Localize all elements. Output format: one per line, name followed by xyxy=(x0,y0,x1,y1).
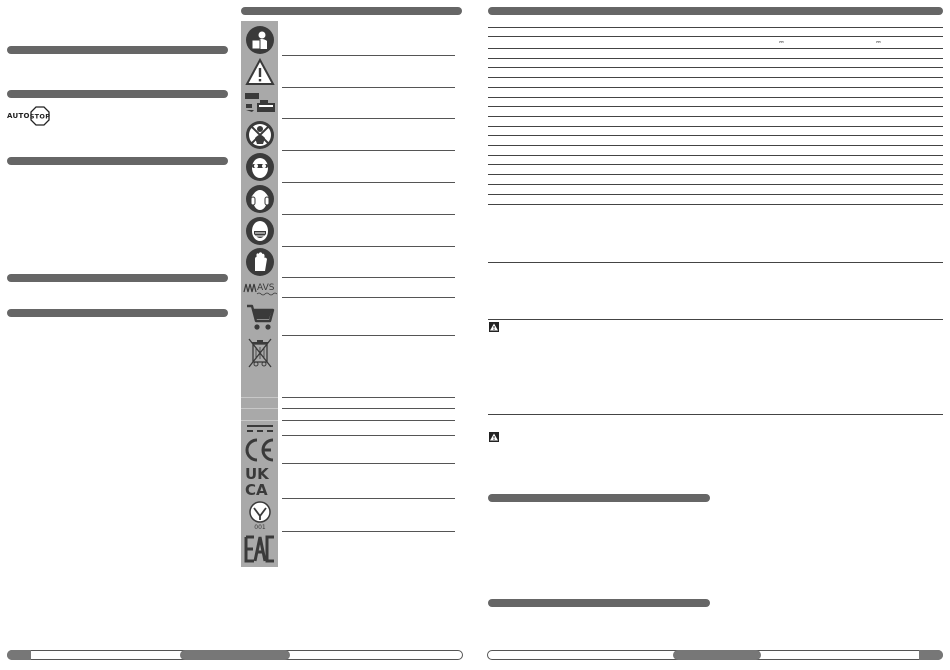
ce-mark-icon xyxy=(241,436,278,463)
symbol-divider xyxy=(282,87,455,88)
eye-protection-icon xyxy=(241,151,278,182)
table-rule xyxy=(488,36,943,37)
eac-mark-icon xyxy=(241,532,278,566)
weee-bin-icon xyxy=(241,336,278,372)
table-rule xyxy=(488,184,943,185)
symbol-divider xyxy=(282,246,455,247)
symbols-header-bar xyxy=(241,7,462,15)
footer-language-tab xyxy=(673,650,761,660)
table-rule xyxy=(488,155,943,156)
accessories-cart-icon xyxy=(241,298,278,335)
warning-icon xyxy=(241,56,278,87)
symbol-divider xyxy=(282,55,455,56)
table-rule xyxy=(488,27,943,28)
footer-page-tab xyxy=(919,650,943,660)
symbol-divider xyxy=(282,118,455,119)
symbol-divider xyxy=(282,277,455,278)
tech-data-header-bar xyxy=(488,7,943,15)
ukraine-mark-number: 001 xyxy=(253,524,266,530)
table-rule xyxy=(488,204,943,205)
right-section-bar-2 xyxy=(488,599,710,607)
dust-mask-icon xyxy=(241,215,278,246)
symbol-divider xyxy=(282,463,455,464)
left-page-footer xyxy=(7,650,463,660)
stop-octagon-icon xyxy=(30,106,50,126)
ukraine-mark-icon xyxy=(241,499,278,531)
footer-page-tab xyxy=(7,650,31,660)
icon-column-divider xyxy=(241,408,278,409)
table-rule xyxy=(488,116,943,117)
symbol-divider xyxy=(282,214,455,215)
table-rule xyxy=(488,87,943,88)
ukca-mark-icon xyxy=(241,464,278,498)
autostop-logo: AUTO STOP xyxy=(7,106,50,126)
symbol-divider xyxy=(282,182,455,183)
symbol-divider xyxy=(282,498,455,499)
left-section-bar-4 xyxy=(7,274,228,282)
dc-symbol-icon xyxy=(241,421,278,435)
table-rule xyxy=(488,97,943,98)
symbol-divider xyxy=(282,435,455,436)
symbol-divider xyxy=(282,408,455,409)
table-rule xyxy=(488,67,943,68)
autostop-stop-text: STOP xyxy=(29,112,50,121)
symbol-divider xyxy=(282,397,455,398)
table-rule xyxy=(488,414,943,415)
table-rule xyxy=(488,106,943,107)
right-section-bar-1 xyxy=(488,494,710,502)
left-section-bar-3 xyxy=(7,157,228,165)
table-rule xyxy=(488,319,943,320)
ear-protection-icon xyxy=(241,183,278,214)
left-section-bar-1 xyxy=(7,46,228,54)
symbol-divider xyxy=(282,420,455,421)
right-page-footer xyxy=(487,650,943,660)
avs-icon xyxy=(241,278,278,297)
keep-hands-away-icon xyxy=(241,119,278,150)
table-rule xyxy=(488,174,943,175)
table-rule xyxy=(488,145,943,146)
icon-column-divider xyxy=(241,397,278,398)
gloves-icon xyxy=(241,247,278,277)
table-rule xyxy=(488,194,943,195)
dc-mark-col-2: ⎓ xyxy=(876,39,881,46)
avs-text: AVS xyxy=(256,282,274,293)
svg-text:CA: CA xyxy=(244,481,268,497)
table-rule xyxy=(488,58,943,59)
table-rule xyxy=(488,48,943,49)
symbol-divider xyxy=(282,335,455,336)
left-section-bar-5 xyxy=(7,309,228,317)
warning-icon xyxy=(489,432,499,442)
table-rule xyxy=(488,164,943,165)
read-instructions-icon xyxy=(241,24,278,55)
dc-mark-col-1: ⎓ xyxy=(779,39,784,46)
disconnect-battery-icon xyxy=(241,88,278,118)
symbol-divider xyxy=(282,150,455,151)
svg-text:UK: UK xyxy=(244,465,269,483)
warning-icon xyxy=(489,322,499,332)
table-rule xyxy=(488,126,943,127)
table-rule xyxy=(488,262,943,263)
left-section-bar-2 xyxy=(7,90,228,98)
symbol-divider xyxy=(282,297,455,298)
symbol-divider xyxy=(282,531,455,532)
table-rule xyxy=(488,135,943,136)
footer-language-tab xyxy=(180,650,290,660)
table-rule xyxy=(488,77,943,78)
